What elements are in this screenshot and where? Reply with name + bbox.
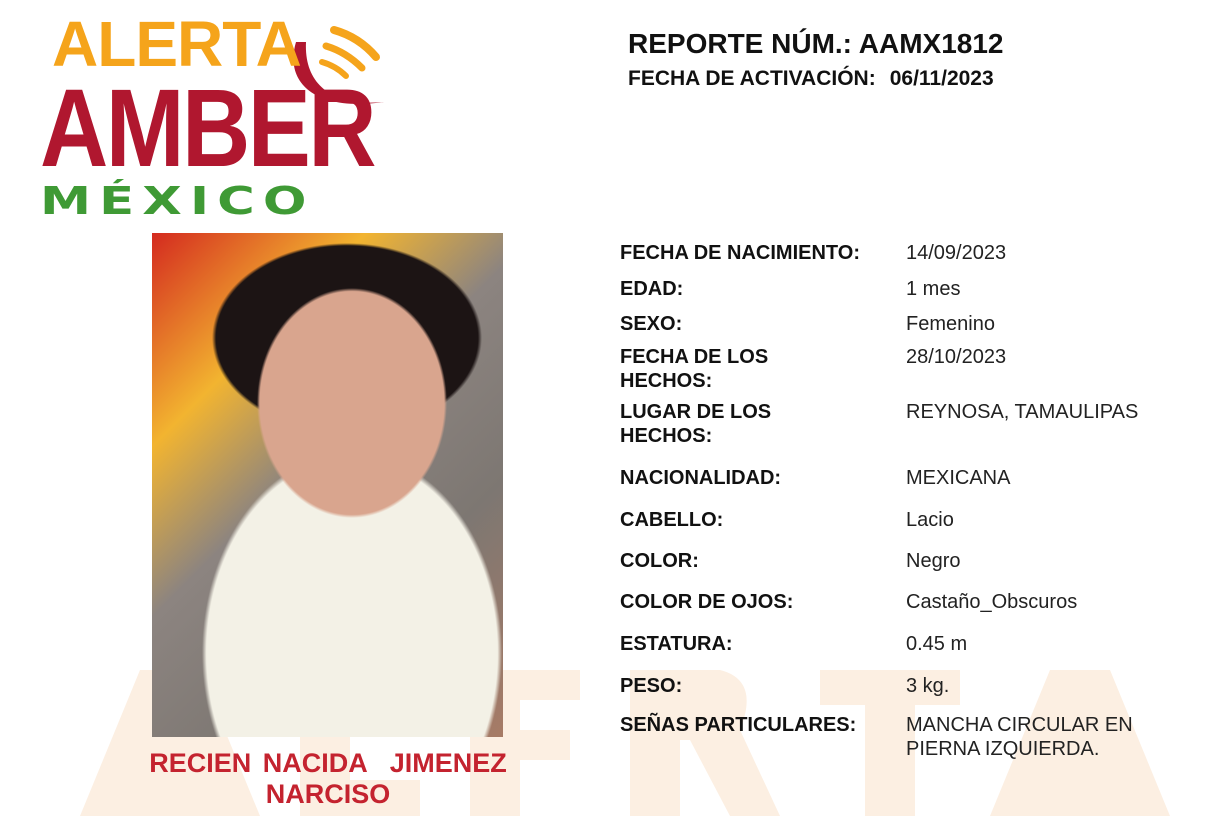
detail-label: SEÑAS PARTICULARES: xyxy=(620,714,857,736)
report-label: REPORTE NÚM.: xyxy=(628,28,852,59)
detail-label: FECHA DE LOS HECHOS: xyxy=(620,346,769,392)
logo-amber: AMBER xyxy=(40,67,374,190)
missing-child-photo xyxy=(152,233,503,737)
detail-label: SEXO: xyxy=(620,313,683,335)
report-value: AAMX1812 xyxy=(858,28,1004,59)
name-line-1: RECIEN NACIDA JIMENEZ xyxy=(149,748,507,778)
name-line-2: NARCISO xyxy=(265,779,391,809)
detail-label: COLOR: xyxy=(620,550,699,572)
detail-label: FECHA DE NACIMIENTO: xyxy=(620,242,860,264)
detail-value: MEXICANA xyxy=(906,467,1011,489)
detail-label: PESO: xyxy=(620,675,683,697)
child-name xyxy=(100,748,556,810)
activation-value: 06/11/2023 xyxy=(889,67,994,90)
report-number xyxy=(628,28,1003,60)
detail-label: ESTATURA: xyxy=(620,633,733,655)
detail-label: EDAD: xyxy=(620,278,684,300)
detail-value: 14/09/2023 xyxy=(906,242,1007,264)
detail-label: CABELLO: xyxy=(620,509,724,531)
detail-value: Lacio xyxy=(906,509,954,531)
activation-date xyxy=(628,66,1003,92)
detail-value: Femenino xyxy=(906,313,995,335)
alerta-amber-logo xyxy=(38,8,388,223)
detail-value: 1 mes xyxy=(906,278,961,300)
detail-label: NACIONALIDAD: xyxy=(620,467,782,489)
detail-value: MANCHA CIRCULAR EN PIERNA IZQUIERDA. xyxy=(906,714,1133,760)
detail-value: 0.45 m xyxy=(906,633,968,655)
detail-value: REYNOSA, TAMAULIPAS xyxy=(906,401,1139,423)
logo-mexico: MÉXICO xyxy=(40,179,315,223)
detail-label: COLOR DE OJOS: xyxy=(620,591,794,613)
detail-label: LUGAR DE LOS HECHOS: xyxy=(620,401,772,447)
activation-label: FECHA DE ACTIVACIÓN: xyxy=(628,67,876,90)
logo-alerta: ALERTA xyxy=(52,8,301,80)
detail-value: 3 kg. xyxy=(906,675,950,697)
report-header xyxy=(628,28,1003,92)
detail-value: Negro xyxy=(906,550,961,572)
detail-value: 28/10/2023 xyxy=(906,346,1007,368)
detail-value: Castaño_Obscuros xyxy=(906,591,1078,613)
